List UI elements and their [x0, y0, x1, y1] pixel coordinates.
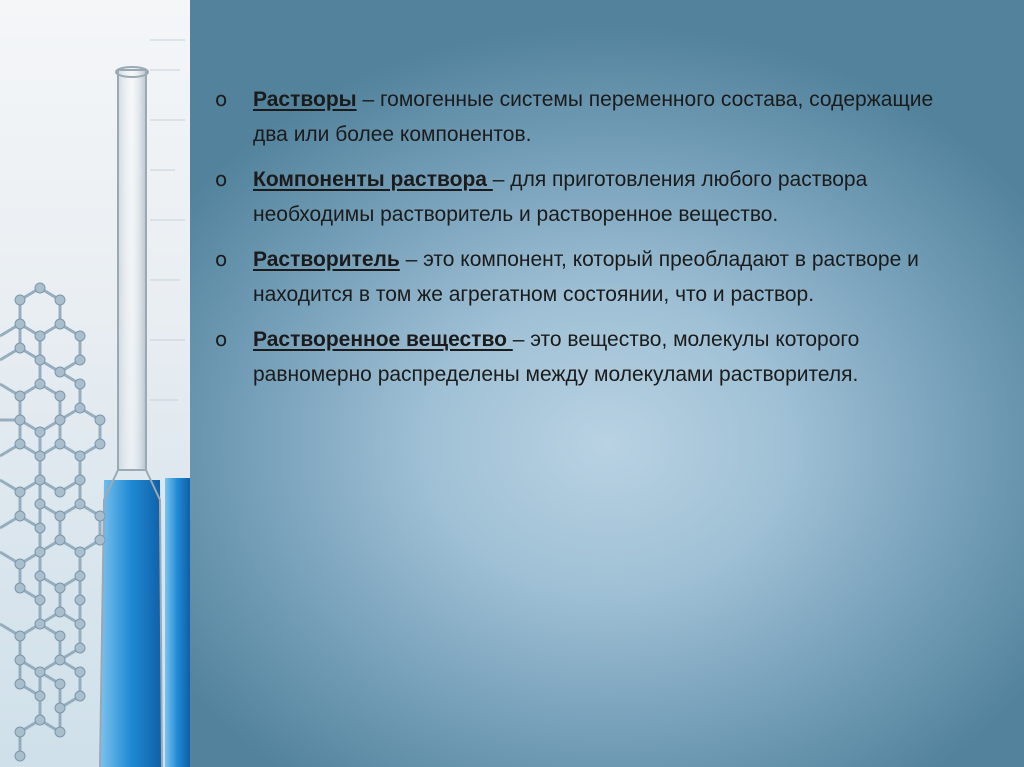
definitions-list	[213, 82, 943, 402]
bullet-circle-icon: o	[215, 87, 228, 111]
bullet-circle-icon: o	[215, 247, 228, 271]
definition-term: Компоненты раствора	[253, 168, 493, 191]
definition-text	[253, 242, 943, 312]
definition-text	[253, 162, 943, 232]
definition-body: – это вещество, молекулы которого равномерно распределены между молекулами растворителя.	[253, 328, 860, 386]
definition-term: Растворы	[253, 88, 357, 111]
definition-body: – это компонент, который преобладают в растворе и находится в том же агрегатном состоянии, что и раствор.	[253, 248, 919, 306]
bullet-circle-icon: o	[215, 167, 228, 191]
list-item	[213, 322, 943, 392]
definition-body: – гомогенные системы переменного состава, содержащие два или более компонентов.	[253, 88, 934, 146]
flask-molecule-illustration	[0, 0, 190, 767]
definition-body: – для приготовления любого раствора необходимы растворитель и растворенное вещество.	[253, 168, 868, 226]
decorative-chemistry-image	[0, 0, 190, 767]
list-item	[213, 82, 943, 152]
definition-text	[253, 82, 943, 152]
definition-term: Растворенное вещество	[253, 328, 513, 351]
bullet-circle-icon: o	[215, 327, 228, 351]
list-item	[213, 162, 943, 232]
definition-text	[253, 322, 943, 392]
list-item	[213, 242, 943, 312]
definition-term: Растворитель	[253, 248, 400, 271]
